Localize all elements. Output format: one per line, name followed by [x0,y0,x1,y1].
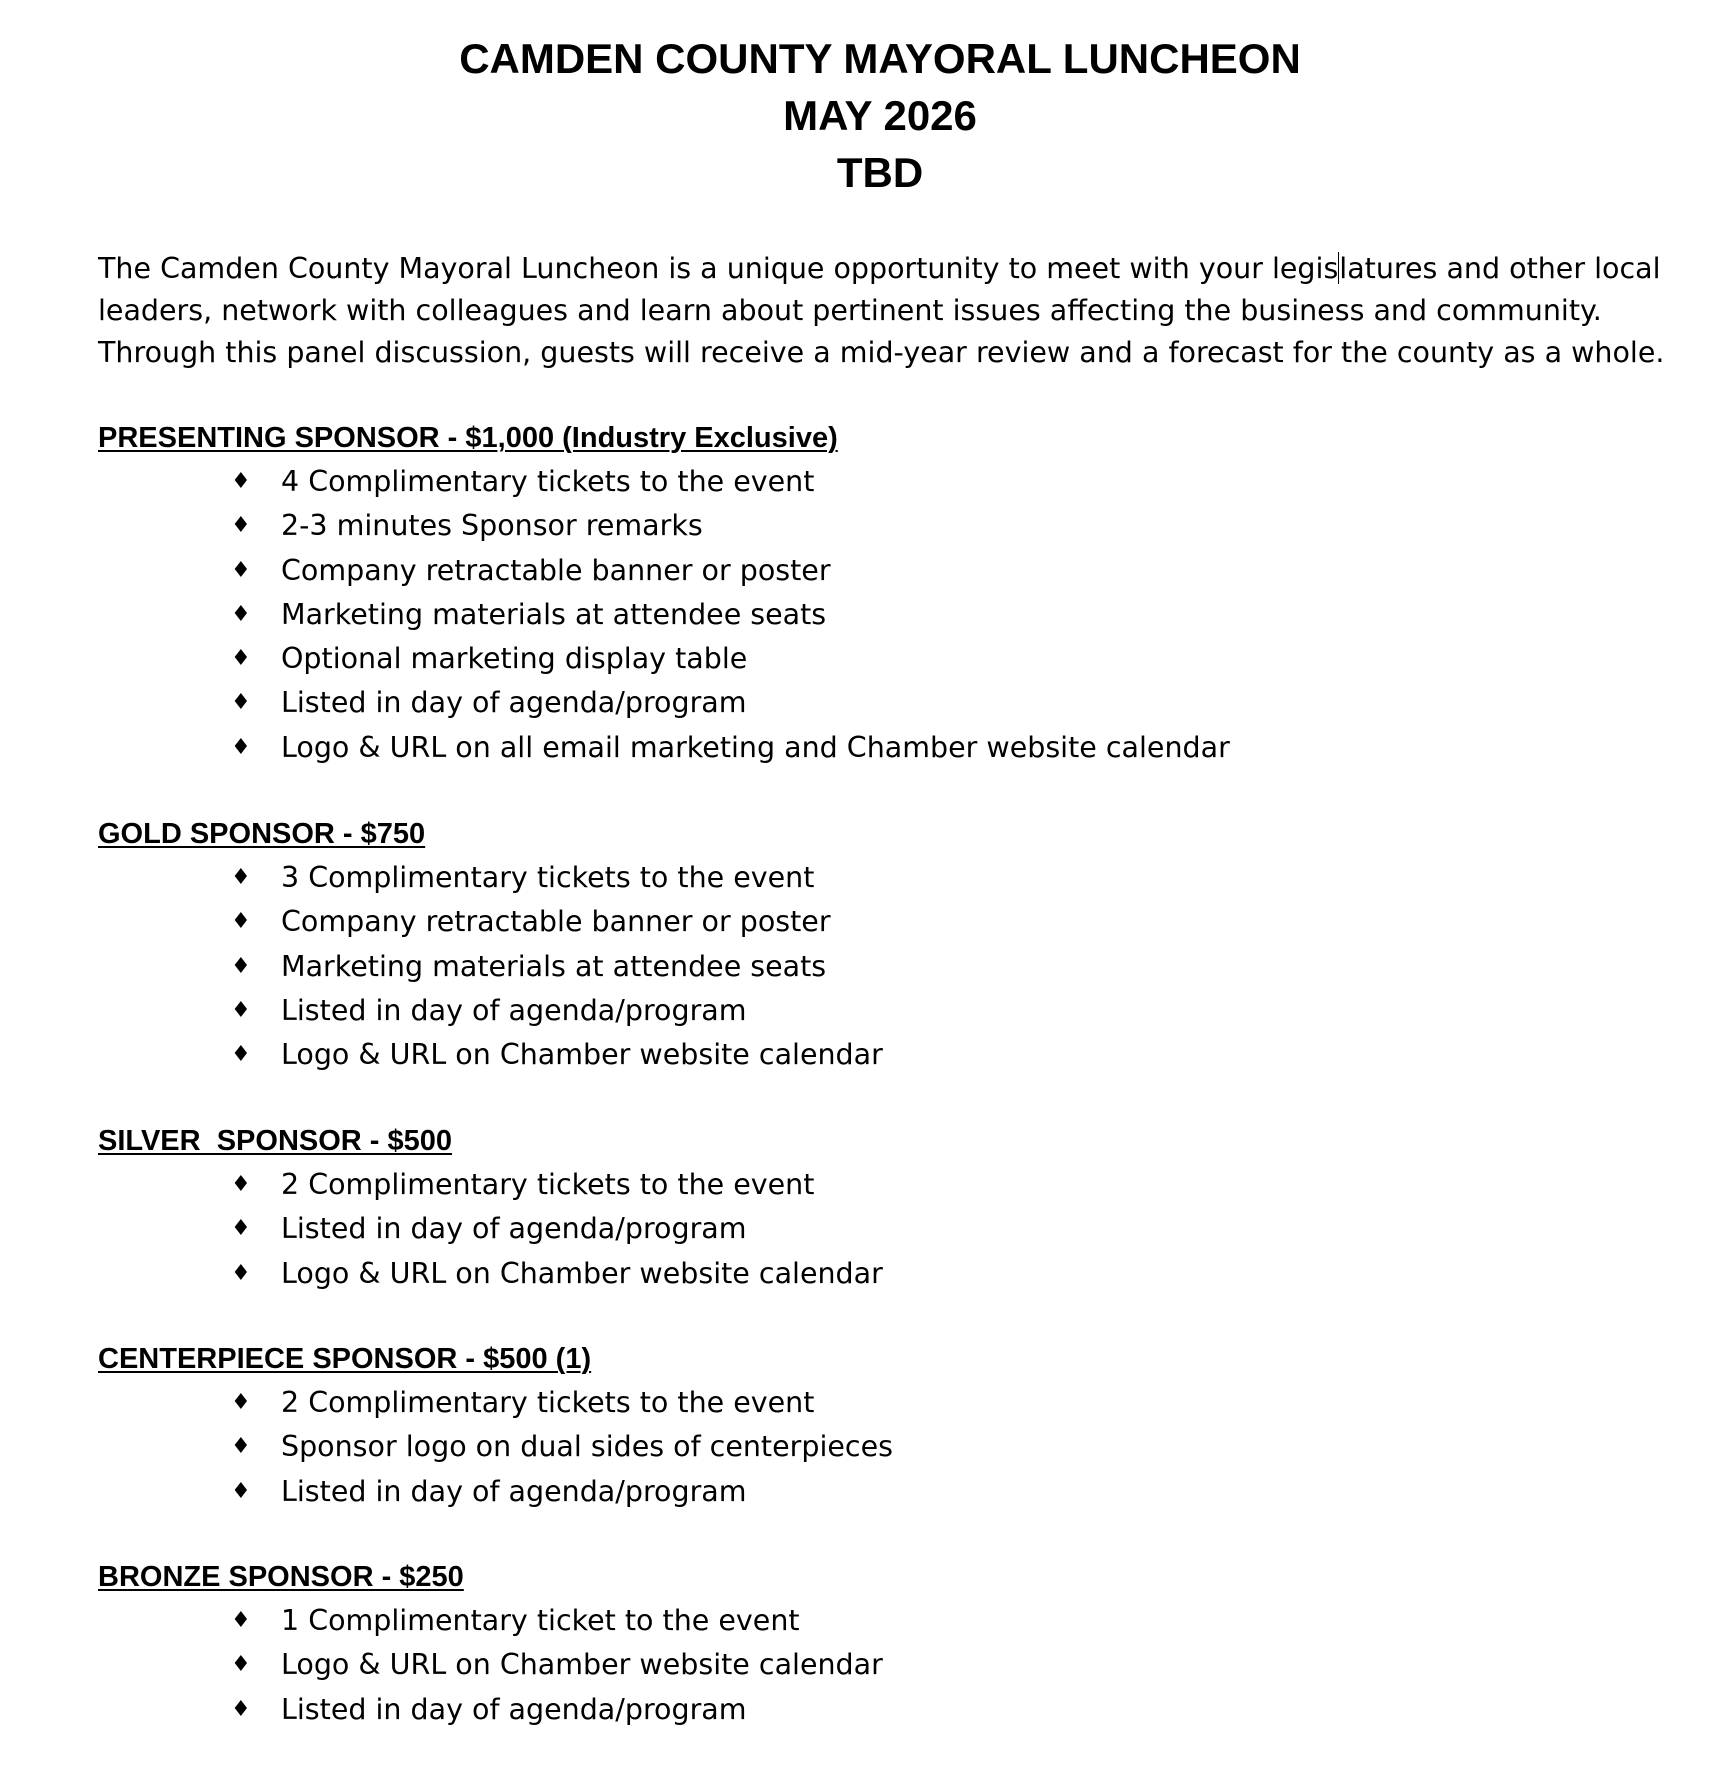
benefit-item [98,1645,1598,1689]
benefit-text: Marketing materials at attendee seats [281,949,827,983]
diamond-bullet-icon: ♦ [231,997,251,1023]
benefit-text: 2 Complimentary tickets to the event [281,1168,815,1201]
benefit-text: 3 Complimentary tickets to the event [281,861,815,894]
document-title [0,30,1734,201]
diamond-bullet-icon: ♦ [231,953,251,979]
benefit-item [98,991,1598,1035]
title-event-name: CAMDEN COUNTY MAYORAL LUNCHEON [459,35,1301,82]
benefit-list [98,1383,1598,1516]
benefit-item [98,1209,1598,1253]
diamond-bullet-icon: ♦ [231,1390,251,1415]
benefit-item [98,639,1598,683]
sponsor-section-bronze [98,1557,1598,1734]
diamond-bullet-icon: ♦ [231,909,251,935]
section-heading: GOLD SPONSOR - $750 [98,818,426,850]
benefit-item [98,902,1598,946]
benefit-text: 1 Complimentary ticket to the event [281,1604,800,1637]
benefit-text: Company retractable banner or poster [281,553,831,587]
section-heading: SILVER SPONSOR - $500 [98,1125,453,1157]
benefit-item [98,595,1598,639]
intro-line [98,248,1718,290]
section-heading: BRONZE SPONSOR - $250 [98,1561,464,1593]
intro-line: Through this panel discussion, guests will receive a mid-year review and a forecast for the county as a whole. [98,336,1665,369]
benefit-item [98,506,1598,550]
benefit-text: Listed in day of agenda/program [281,686,747,720]
benefit-list [98,1165,1598,1298]
intro-line: leaders, network with colleagues and learn about pertinent issues affecting the business and community. [98,294,1602,327]
section-heading: CENTERPIECE SPONSOR - $500 (1) [98,1343,592,1375]
diamond-bullet-icon: ♦ [231,469,251,494]
intro-paragraph [98,248,1718,374]
sponsor-section-gold [98,814,1598,1079]
benefit-item [98,462,1598,506]
title-event-date: MAY 2026 [783,92,977,139]
benefit-item [98,551,1598,595]
section-heading: PRESENTING SPONSOR - $1,000 (Industry Exclusive) [98,422,838,454]
benefit-text: Sponsor logo on dual sides of centerpieces [281,1430,893,1464]
benefit-list [98,1601,1598,1734]
diamond-bullet-icon: ♦ [231,1434,251,1460]
benefit-item [98,728,1598,772]
benefit-text: Logo & URL on Chamber website calendar [281,1648,883,1682]
benefit-text: Listed in day of agenda/program [281,1474,747,1508]
diamond-bullet-icon: ♦ [231,646,251,672]
benefit-text: Logo & URL on Chamber website calendar [281,1038,883,1072]
benefit-text: Listed in day of agenda/program [281,993,747,1027]
benefit-item [98,1427,1598,1471]
diamond-bullet-icon: ♦ [231,1696,251,1722]
diamond-bullet-icon: ♦ [231,1260,251,1286]
benefit-list [98,858,1598,1079]
benefit-text: 2-3 minutes Sponsor remarks [281,509,703,543]
benefit-text: Company retractable banner or poster [281,905,831,939]
benefit-list [98,462,1598,772]
benefit-item [98,1690,1598,1734]
diamond-bullet-icon: ♦ [231,1478,251,1504]
benefit-item [98,858,1598,902]
benefit-item [98,1472,1598,1516]
diamond-bullet-icon: ♦ [231,1608,251,1633]
benefit-item [98,1601,1598,1645]
diamond-bullet-icon: ♦ [231,734,251,760]
title-event-location: TBD [836,149,924,196]
diamond-bullet-icon: ♦ [231,865,251,890]
benefit-item [98,1254,1598,1298]
diamond-bullet-icon: ♦ [231,1172,251,1197]
diamond-bullet-icon: ♦ [231,690,251,716]
benefit-text: 2 Complimentary tickets to the event [281,1386,815,1419]
diamond-bullet-icon: ♦ [231,513,251,539]
benefit-item [98,947,1598,991]
benefit-text: Listed in day of agenda/program [281,1692,747,1726]
benefit-item [98,1035,1598,1079]
benefit-text: Listed in day of agenda/program [281,1212,747,1246]
benefit-text: Logo & URL on all email marketing and Chamber website calendar [281,730,1230,764]
diamond-bullet-icon: ♦ [231,1216,251,1242]
diamond-bullet-icon: ♦ [231,1652,251,1678]
sponsor-section-centerpiece [98,1339,1598,1516]
benefit-text: Logo & URL on Chamber website calendar [281,1256,883,1290]
benefit-text: 4 Complimentary tickets to the event [281,465,815,498]
sponsor-section-presenting [98,418,1598,772]
benefit-item [98,1383,1598,1427]
sponsor-section-silver [98,1121,1598,1298]
intro-text: The Camden County Mayoral Luncheon is a unique opportunity to meet with your legis [98,252,1339,285]
diamond-bullet-icon: ♦ [231,557,251,583]
benefit-text: Optional marketing display table [281,642,748,676]
benefit-item [98,683,1598,727]
benefit-item [98,1165,1598,1209]
diamond-bullet-icon: ♦ [231,1042,251,1068]
intro-text: latures and other local [1339,252,1661,285]
benefit-text: Marketing materials at attendee seats [281,597,827,631]
diamond-bullet-icon: ♦ [231,601,251,627]
